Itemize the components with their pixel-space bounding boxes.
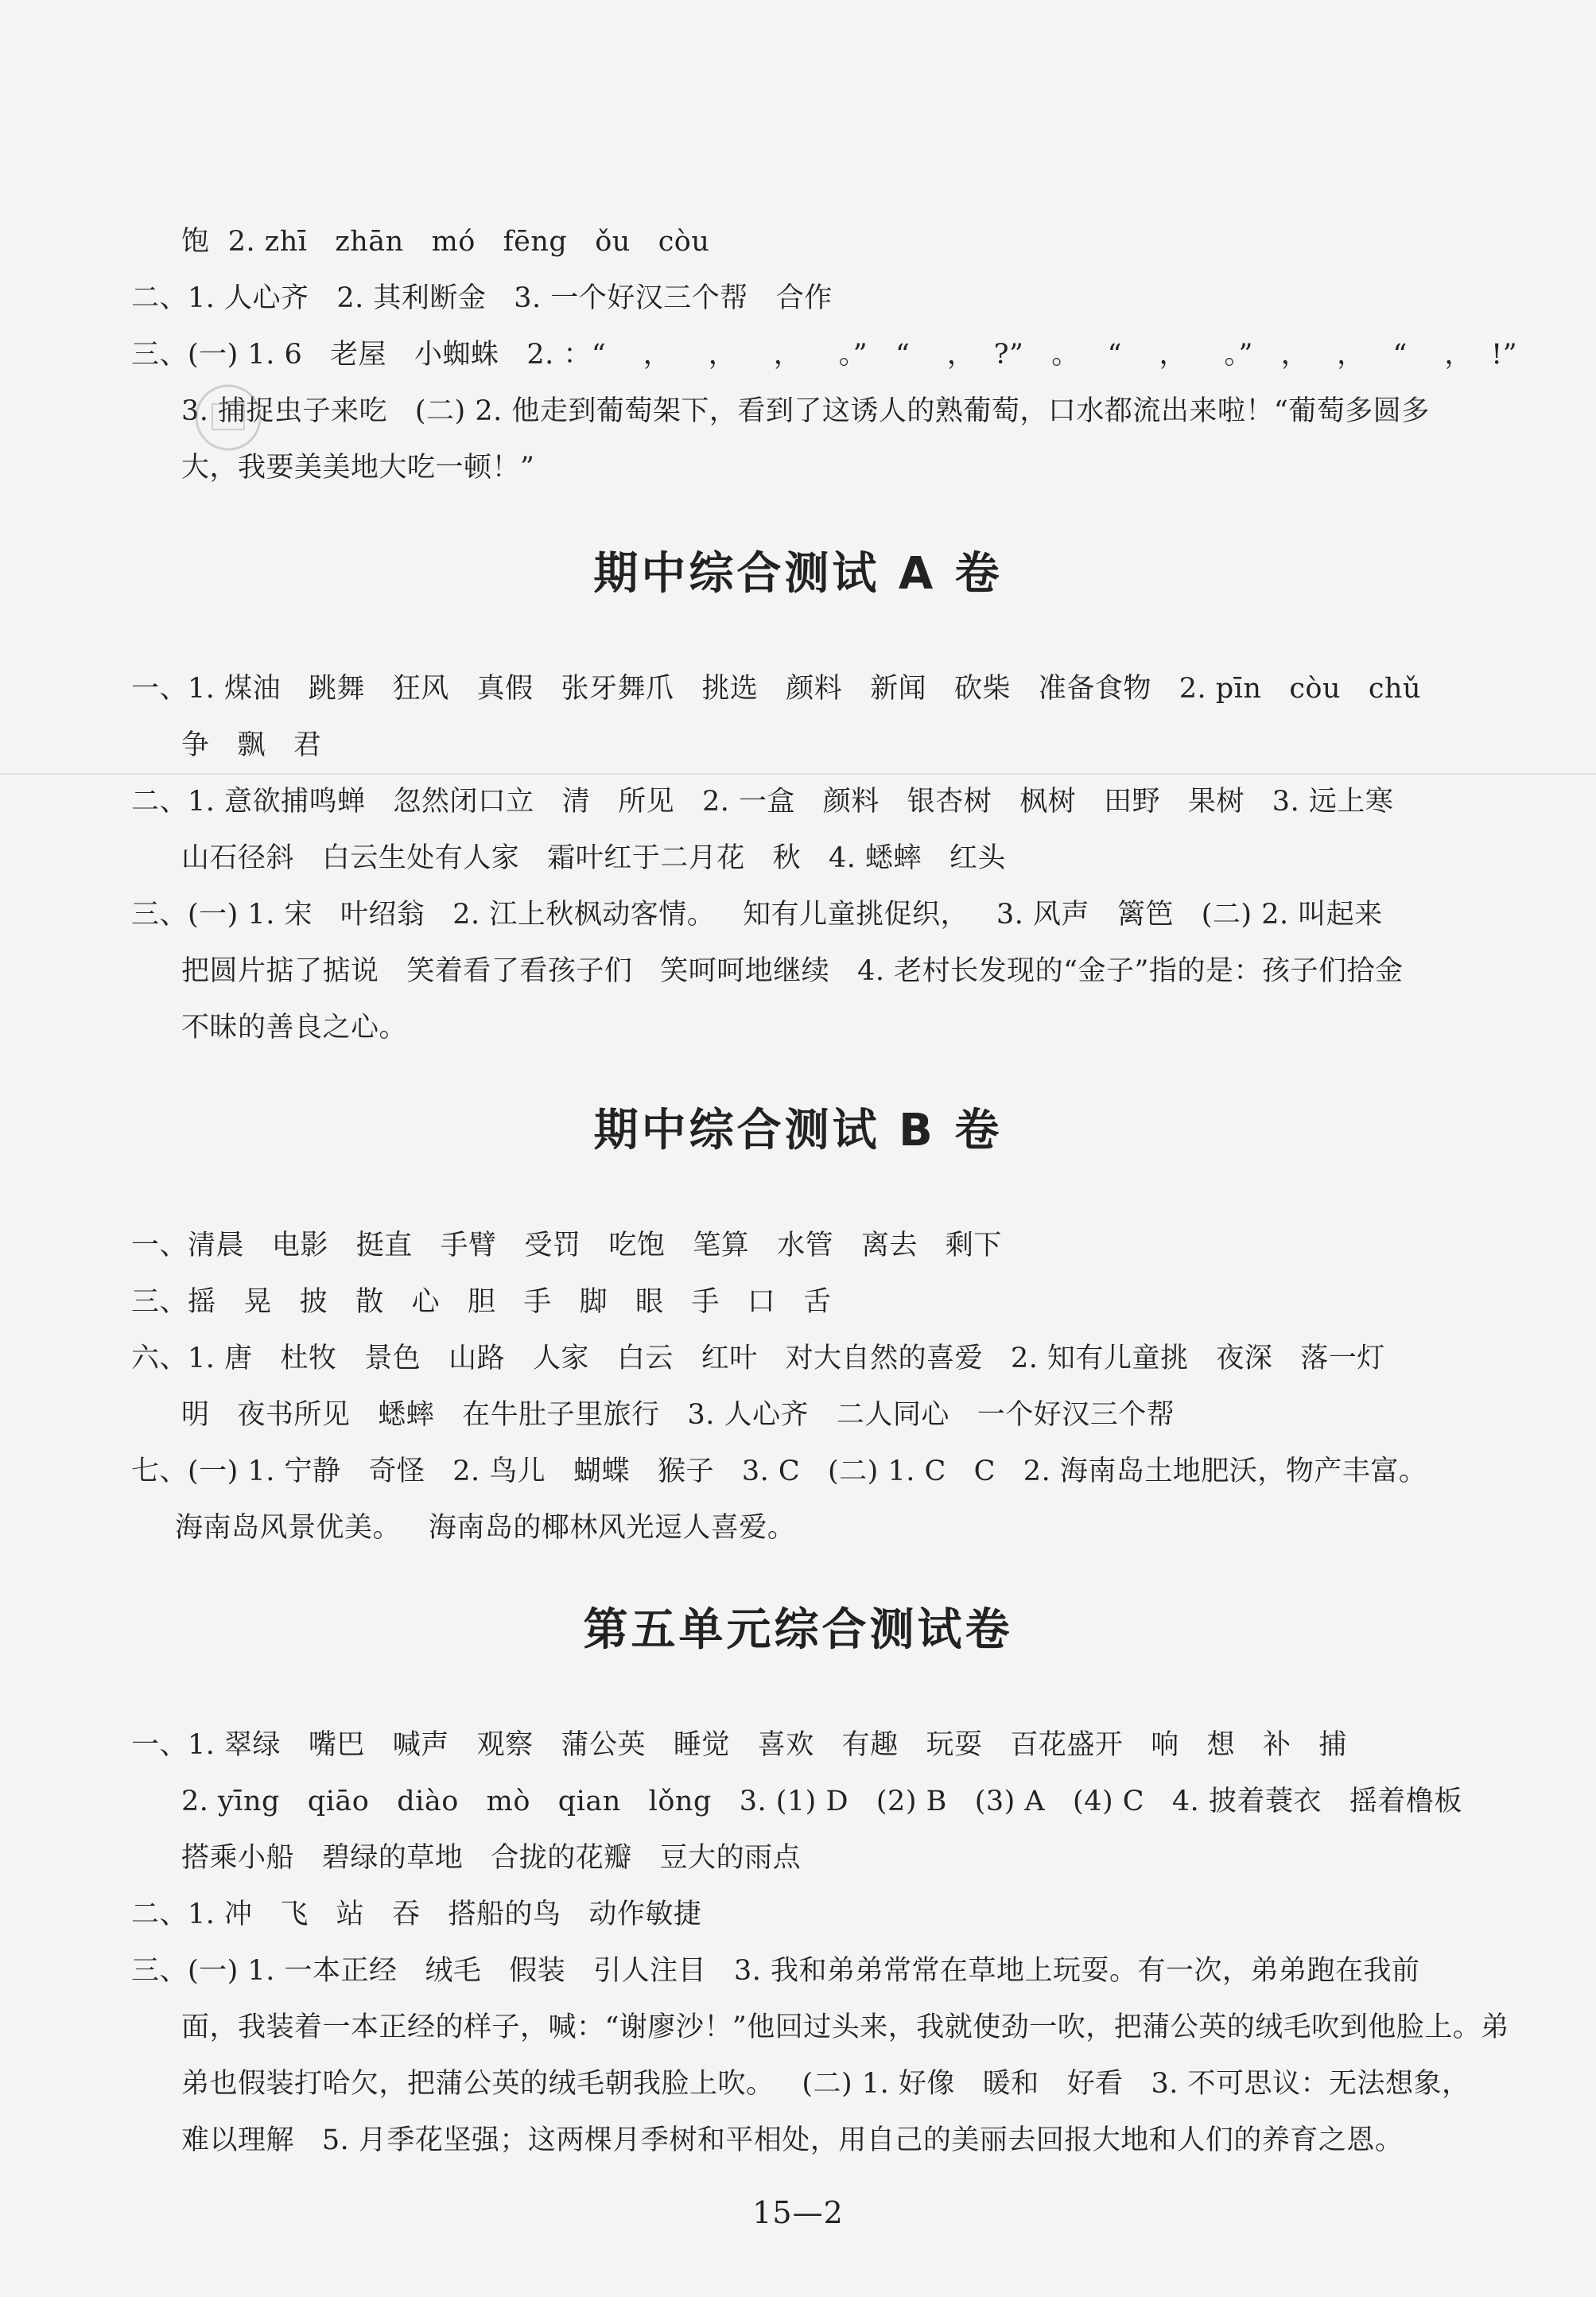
exam-b-line-5: 七、(一) 1. 宁静 奇怪 2. 鸟儿 蝴蝶 猴子 3. C (二) 1. C C 2. 海南岛土地肥沃，物产丰富。 (131, 1456, 1427, 1487)
exam-b-line-3: 六、1. 唐 杜牧 景色 山路 人家 白云 红叶 对大自然的喜爱 2. 知有儿童挑 夜深 落一灯 (131, 1343, 1385, 1374)
exam-b-title: 期中综合测试 B 卷 (593, 1105, 1003, 1156)
top-line-2: 二、1. 人心齐 2. 其利断金 3. 一个好汉三个帮 合作 (131, 282, 833, 314)
top-line-1: 饱 2. zhī zhān mó fēng ǒu còu (181, 226, 710, 258)
exam-a-line-5: 三、(一) 1. 宋 叶绍翁 2. 江上秋枫动客情。 知有儿童挑促织， 3. 风声 篱笆 (二) 2. 叫起来 (131, 899, 1383, 931)
exam-a-line-7: 不昧的善良之心。 (181, 1012, 408, 1044)
unit5-title: 第五单元综合测试卷 (583, 1604, 1013, 1656)
unit5-line-5: 三、(一) 1. 一本正经 绒毛 假装 引人注目 3. 我和弟弟常常在草地上玩耍。有一次，弟弟跑在我前 (131, 1955, 1420, 1987)
exam-b-line-2: 三、摇 晃 披 散 心 胆 手 脚 眼 手 口 舌 (131, 1286, 832, 1318)
exam-b-line-1: 一、清晨 电影 挺直 手臂 受罚 吃饱 笔算 水管 离去 剩下 (131, 1230, 1002, 1261)
page-fold-line (0, 773, 1596, 775)
top-line-5: 大，我要美美地大吃一顿！” (181, 452, 535, 484)
exam-a-line-4: 山石径斜 白云生处有人家 霜叶红于二月花 秋 4. 蟋蟀 红头 (181, 842, 1006, 874)
unit5-line-4: 二、1. 冲 飞 站 吞 搭船的鸟 动作敏捷 (131, 1899, 702, 1930)
top-line-4: 3. 捕捉虫子来吃 (二) 2. 他走到葡萄架下，看到了这诱人的熟葡萄，口水都流出来啦！“葡萄多圆多 (181, 395, 1430, 427)
exam-b-line-4: 明 夜书所见 蟋蟀 在牛肚子里旅行 3. 人心齐 二人同心 一个好汉三个帮 (181, 1399, 1175, 1431)
page-number: 15—2 (752, 2195, 844, 2230)
unit5-line-3: 搭乘小船 碧绿的草地 合拢的花瓣 豆大的雨点 (181, 1842, 802, 1874)
exam-a-line-1: 一、1. 煤油 跳舞 狂风 真假 张牙舞爪 挑选 颜料 新闻 砍柴 准备食物 2. pīn còu chǔ (131, 673, 1422, 705)
top-line-3: 三、(一) 1. 6 老屋 小蜘蛛 2. ：“ ， ， ， 。” “ ， ?” 。 “ ， 。” ， ， “ ， !” (131, 339, 1518, 371)
faint-stamp-mark (184, 374, 272, 461)
exam-a-line-3: 二、1. 意欲捕鸣蝉 忽然闭口立 清 所见 2. 一盒 颜料 银杏树 枫树 田野 果树 3. 远上寒 (131, 786, 1394, 818)
exam-a-line-2: 争 飘 君 (181, 729, 322, 761)
unit5-line-2: 2. yīng qiāo diào mò qian lǒng 3. (1) D (2) B (3) A (4) C 4. 披着蓑衣 摇着橹板 (181, 1786, 1462, 1817)
unit5-line-7: 弟也假装打哈欠，把蒲公英的绒毛朝我脸上吹。 (二) 1. 好像 暖和 好看 3. 不可思议：无法想象， (181, 2068, 1470, 2100)
unit5-line-1: 一、1. 翠绿 嘴巴 喊声 观察 蒲公英 睡觉 喜欢 有趣 玩耍 百花盛开 响 想 补 捕 (131, 1729, 1347, 1761)
exam-a-line-6: 把圆片掂了掂说 笑着看了看孩子们 笑呵呵地继续 4. 老村长发现的“金子”指的是：孩子们拾金 (181, 955, 1404, 987)
exam-a-title: 期中综合测试 A 卷 (593, 548, 1003, 600)
exam-b-line-6: 海南岛风景优美。 海南岛的椰林风光逗人喜爱。 (175, 1512, 796, 1544)
unit5-line-6: 面，我装着一本正经的样子，喊：“谢廖沙！”他回过头来，我就使劲一吹，把蒲公英的绒毛吹到他脸上。弟 (181, 2011, 1509, 2043)
unit5-line-8: 难以理解 5. 月季花坚强；这两棵月季树和平相处，用自己的美丽去回报大地和人们的养育之恩。 (181, 2124, 1404, 2156)
